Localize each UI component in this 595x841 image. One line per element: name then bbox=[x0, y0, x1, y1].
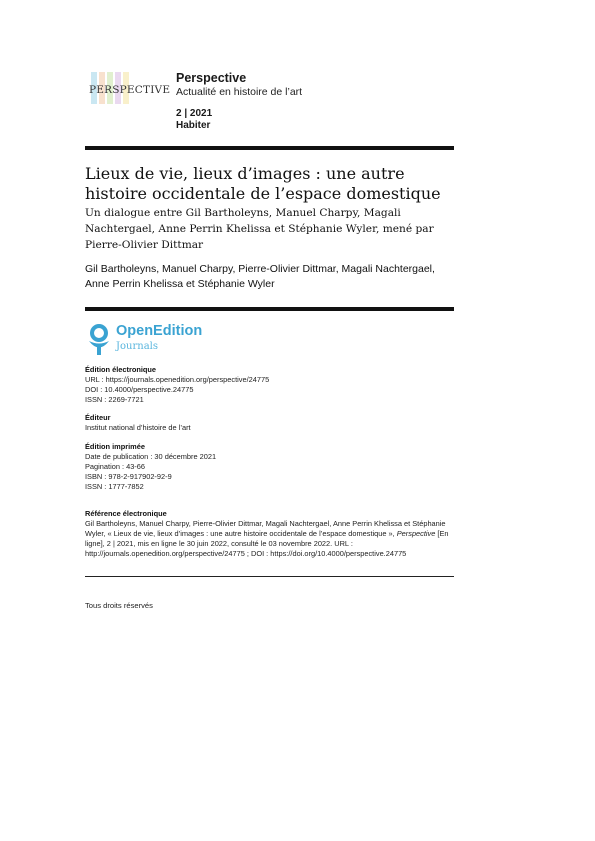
journal-title: Perspective bbox=[176, 71, 247, 85]
reference-journal: Perspective bbox=[396, 529, 436, 538]
reference-electronique bbox=[85, 509, 465, 559]
doi-line[interactable]: DOI : 10.4000/perspective.24775 bbox=[85, 385, 194, 394]
openedition-name: OpenEdition bbox=[116, 323, 203, 339]
issn-print-line: ISSN : 1777-7852 bbox=[85, 482, 144, 491]
issue-theme: Habiter bbox=[176, 120, 211, 131]
divider-top bbox=[85, 146, 454, 150]
edition-electronique bbox=[85, 365, 465, 405]
reference-part1: Gil Bartholeyns, Manuel Charpy, Pierre-Olivier Dittmar, Magali Nachtergael, Anne Perrin Khelissa et Stéphanie Wyler, « Lieux de vie, lieux d’images : une autre histoire occidentale de l’espace domestique », bbox=[85, 519, 446, 538]
article-authors: Gil Bartholeyns, Manuel Charpy, Pierre-Olivier Dittmar, Magali Nachtergael, Anne Perrin Khelissa et Stéphanie Wyler bbox=[85, 263, 435, 290]
divider-bottom bbox=[85, 576, 454, 577]
journal-logo bbox=[89, 72, 171, 106]
edition-electronique-heading: Édition électronique bbox=[85, 365, 157, 374]
isbn-line: ISBN : 978-2-917902-92-9 bbox=[85, 472, 172, 481]
divider-middle bbox=[85, 307, 454, 311]
reference-text bbox=[85, 519, 455, 559]
editeur-heading: Éditeur bbox=[85, 413, 111, 422]
issn-electronic-line: ISSN : 2269-7721 bbox=[85, 395, 144, 404]
editeur-block bbox=[85, 413, 465, 433]
pagination: Pagination : 43-66 bbox=[85, 462, 145, 471]
publication-date: Date de publication : 30 décembre 2021 bbox=[85, 452, 217, 461]
rights-notice: Tous droits réservés bbox=[85, 601, 153, 610]
reference-heading: Référence électronique bbox=[85, 509, 167, 518]
url-line[interactable]: URL : https://journals.openedition.org/perspective/24775 bbox=[85, 375, 270, 384]
openedition-flower-icon bbox=[86, 324, 112, 356]
logo-word: PERSPECTIVE bbox=[89, 84, 171, 96]
reference-part2[interactable]: [En ligne], 2 | 2021, mis en ligne le 30 juin 2022, consulté le 03 novembre 2022. URL : http://journals.openedition.org/perspective/24775 ; DOI : https://doi.org/10.4000/perspective.24775 bbox=[85, 529, 449, 558]
edition-imprimee bbox=[85, 442, 465, 492]
article-subtitle: Un dialogue entre Gil Bartholeyns, Manuel Charpy, Magali Nachtergael, Anne Perrin Khelissa et Stéphanie Wyler, mené par Pierre-Olivier Dittmar bbox=[85, 207, 434, 251]
edition-imprimee-heading: Édition imprimée bbox=[85, 442, 145, 451]
openedition-journals: Journals bbox=[116, 341, 158, 352]
article-title: Lieux de vie, lieux d’images : une autre histoire occidentale de l’espace domestique bbox=[85, 164, 441, 203]
issue-number: 2 | 2021 bbox=[176, 108, 213, 119]
openedition-logo[interactable] bbox=[86, 323, 206, 357]
journal-subtitle: Actualité en histoire de l’art bbox=[176, 86, 303, 98]
issue-info bbox=[176, 108, 212, 132]
editeur-name: Institut national d’histoire de l’art bbox=[85, 423, 191, 432]
